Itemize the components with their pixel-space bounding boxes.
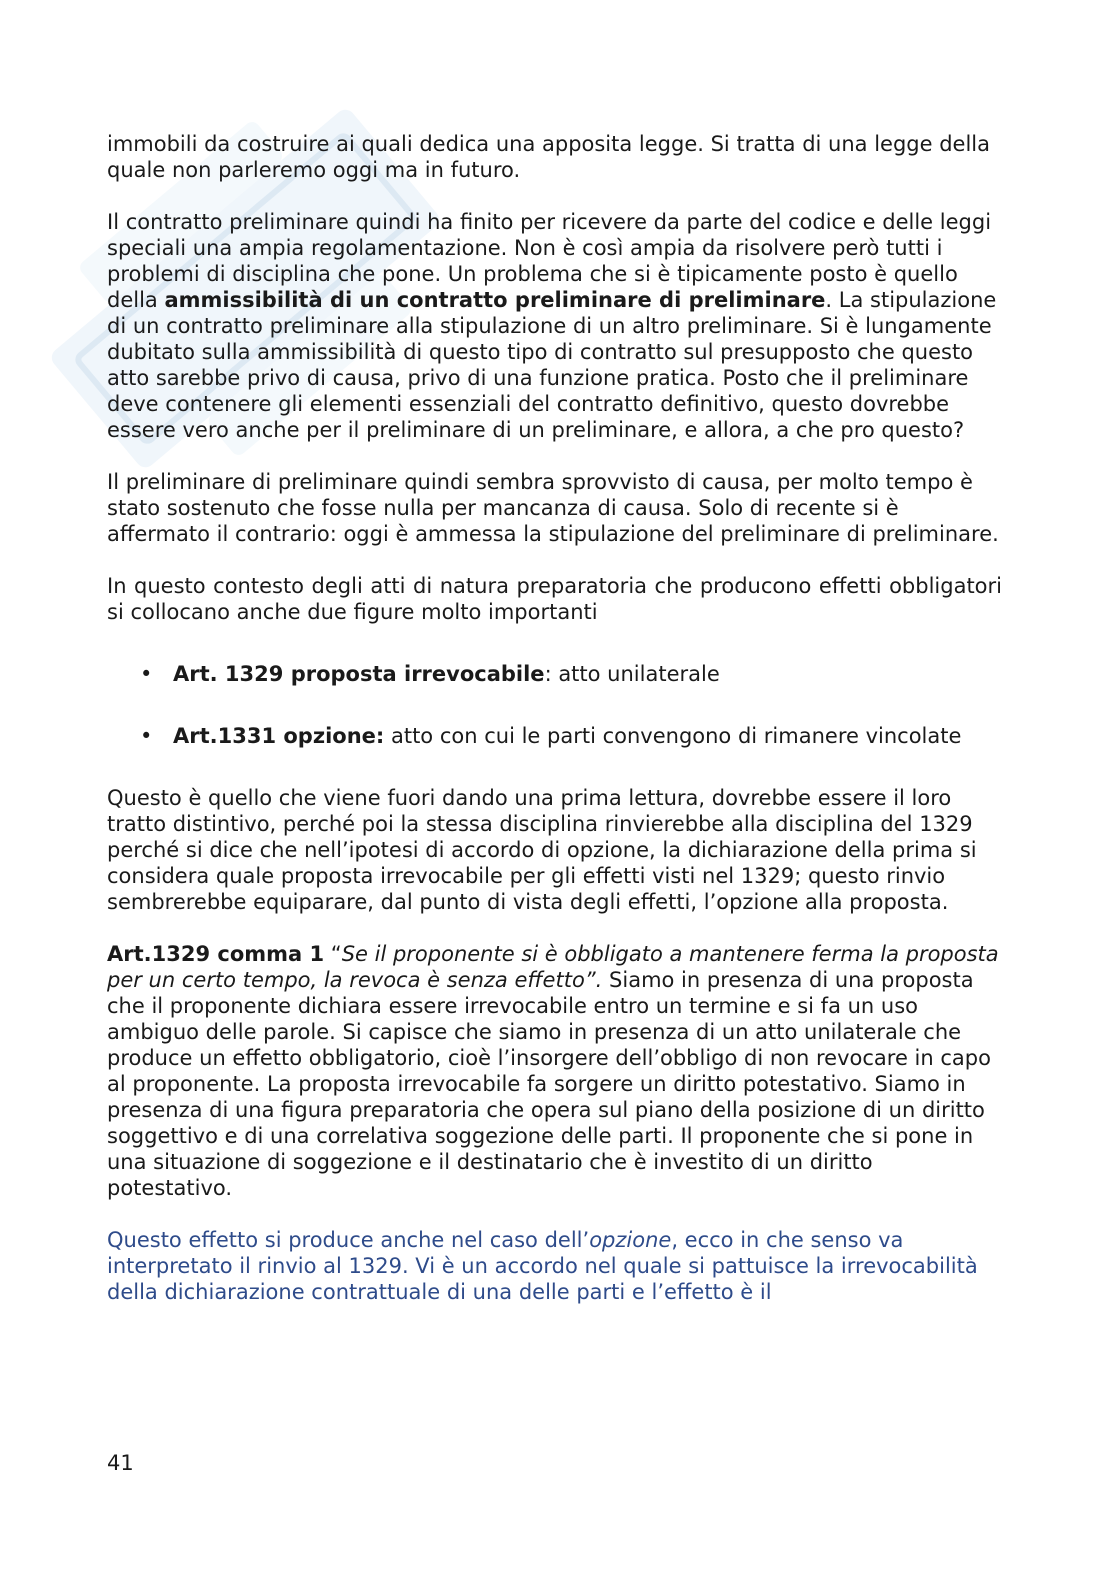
paragraph-text: , ecco in che senso va interpretato il rinvio al 1329. Vi è un accordo nel quale si pattuisce la irrevocabilità della dichiarazione contrattuale di una delle parti e l’effetto è il [107,1228,978,1304]
paragraph-text: Siamo in presenza di una proposta che il proponente dichiara essere irrevocabile entro un termine e si fa un uso ambiguo delle parole. Si capisce che siamo in presenza di un atto unilaterale che produce un effetto obbligatorio, cioè l’insorgere dell’obbligo di non revocare in capo al proponente. La proposta irrevocabile fa sorgere un diritto potestativo. Siamo in presenza di una figura preparatoria che opera sul piano della posizione di un diritto soggettivo e di una correlativa soggezione delle parti. Il proponente che si pone in una situazione di soggezione e il destinatario che è investito di un diritto potestativo. [107,968,991,1200]
paragraph-text: Questo effetto si produce anche nel caso dell’ [107,1228,590,1252]
bold-term: Art.1331 opzione: [173,724,385,748]
paragraph [107,941,1002,1201]
paragraph-text: Il contratto preliminare quindi ha finito per ricevere da parte del codice e delle leggi speciali una ampia regolamentazione. Non è così ampia da risolvere però tutti i problemi di disciplina che pone. Un problema che si è tipicamente posto è quello della [107,210,992,312]
list-item-text: atto con cui le parti convengono di rimanere vincolate [384,724,962,748]
list-item [107,661,1002,687]
paragraph-text: Il preliminare di preliminare quindi sembra sprovvisto di causa, per molto tempo è stato sostenuto che fosse nulla per mancanza di causa. Solo di recente si è affermato il contrario: oggi è ammessa la stipulazione del preliminare di preliminare. [107,470,999,546]
paragraph [107,131,1002,183]
paragraph [107,209,1002,443]
paragraph-text: immobili da costruire ai quali dedica una apposita legge. Si tratta di una legge della quale non parleremo oggi ma in futuro. [107,132,990,182]
italic-term: opzione [589,1228,672,1252]
bullet-list [107,661,1002,749]
paragraph-text: In questo contesto degli atti di natura preparatoria che producono effetti obbligatori si collocano anche due figure molto importanti [107,574,1002,624]
bold-term: Art. 1329 proposta irrevocabile [173,662,545,686]
bold-term: ammissibilità di un contratto preliminare di preliminare [164,288,826,312]
paragraph [107,785,1002,915]
page-number: 41 [107,1451,134,1475]
italic-quote: Se il proponente si è obbligato a mantenere ferma la proposta per un certo tempo, la revoca è senza effetto”. [107,942,999,992]
paragraph-text: Questo è quello che viene fuori dando una prima lettura, dovrebbe essere il loro tratto distintivo, perché poi la stessa disciplina rinvierebbe alla disciplina del 1329 perché si dice che nell’ipotesi di accordo di opzione, la dichiarazione della prima si considera quale proposta irrevocabile per gli effetti visti nel 1329; questo rinvio sembrerebbe equiparare, dal punto di vista degli effetti, l’opzione alla proposta. [107,786,977,914]
paragraph [107,469,1002,547]
paragraph [107,1227,1002,1305]
bullet-icon: • [140,724,153,748]
quote-mark: “ [324,942,342,966]
bold-term: Art.1329 comma 1 [107,942,325,966]
list-item [107,723,1002,749]
bullet-icon: • [140,662,153,686]
paragraph [107,573,1002,625]
document-body [107,131,1002,1331]
paragraph-text: . La stipulazione di un contratto preliminare alla stipulazione di un altro preliminare. Si è lungamente dubitato sulla ammissibilità di questo tipo di contratto sul presupposto che questo atto sarebbe privo di causa, privo di una funzione pratica. Posto che il preliminare deve contenere gli elementi essenziali del contratto definitivo, questo dovrebbe essere vero anche per il preliminare di un preliminare, e allora, a che pro questo? [107,288,997,442]
list-item-text: : atto unilaterale [544,662,720,686]
